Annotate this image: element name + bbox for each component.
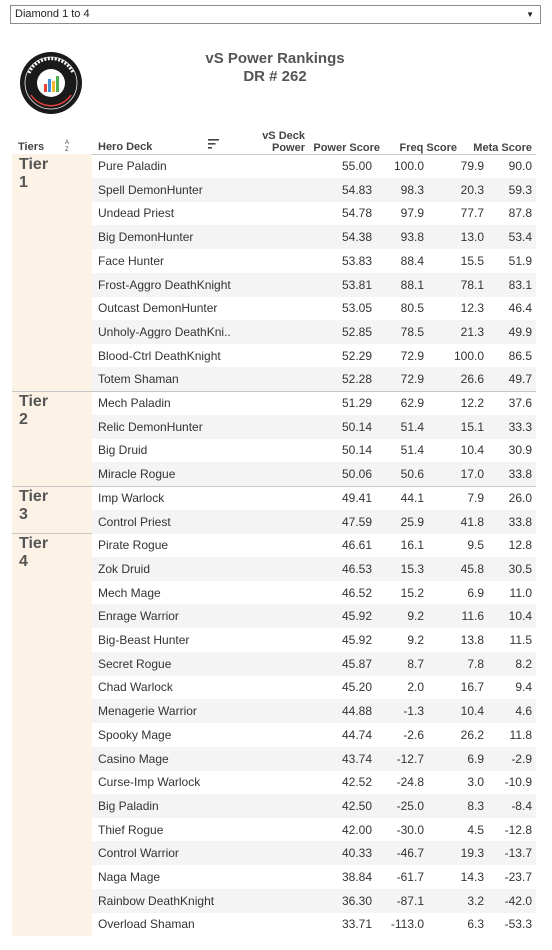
tier-label: Tier 2 [19,393,49,428]
power-score-cell: 51.4 [400,443,424,458]
header-meta-score[interactable]: Meta Score [473,142,532,154]
freq-score-cell: 14.3 [460,870,484,884]
power-score-cell: -61.7 [396,870,424,884]
meta-score-cell: -13.7 [504,846,532,861]
meta-score-cell: 87.8 [508,206,532,221]
freq-score-cell: 15.1 [460,419,484,434]
power-score-cell: -2.6 [403,727,424,742]
table-row[interactable] [92,557,536,581]
meta-score-cell: 30.5 [508,561,532,576]
table-row[interactable] [92,296,536,320]
header-vs-deck-power-line2: Power [271,142,305,154]
meta-score-cell: 46.4 [508,301,532,316]
table-row[interactable] [92,320,536,344]
tier-label: Tier 3 [19,487,49,523]
hero-deck-cell: Relic DemonHunter [98,419,203,434]
meta-score-cell: 51.9 [508,253,532,268]
power-score-cell: 8.7 [407,656,424,671]
power-score-cell: 97.9 [400,206,424,221]
hero-deck-cell: Big-Beast Hunter [98,633,190,647]
power-score-cell: 100.0 [393,159,424,173]
table-row[interactable] [92,675,536,699]
meta-score-cell: 33.8 [508,467,532,482]
meta-score-cell: 83.1 [508,277,532,292]
vs-deck-power-cell: 36.30 [341,893,372,908]
meta-score-cell: 30.9 [508,443,532,458]
table-row[interactable] [92,699,536,723]
table-row[interactable] [92,391,536,415]
table-row[interactable] [92,841,536,865]
vs-deck-power-cell: 42.50 [341,798,372,813]
meta-score-cell: -10.9 [504,775,532,790]
meta-score-cell: -8.4 [511,798,532,813]
meta-score-cell: 59.3 [508,182,532,197]
freq-score-cell: 26.2 [460,727,484,742]
meta-score-cell: 33.8 [508,514,532,529]
hero-deck-cell: Naga Mage [98,870,161,884]
vs-deck-power-cell: 45.87 [341,656,372,671]
header-vs-deck-power[interactable] [240,130,305,154]
table-row[interactable] [92,415,536,439]
tier-label: Tier 1 [19,156,49,191]
hero-deck-cell: Chad Warlock [98,680,173,695]
vs-deck-power-cell: 42.52 [341,775,372,790]
table-row[interactable] [92,201,536,225]
vs-deck-power-cell: 52.28 [341,372,372,387]
freq-score-cell: 3.2 [467,893,484,908]
freq-score-cell: 78.1 [460,277,484,292]
power-score-cell: 98.3 [400,182,424,197]
meta-score-cell: 37.6 [508,396,532,410]
vs-deck-power-cell: 45.20 [341,680,372,695]
hero-deck-cell: Blood-Ctrl DeathKnight [98,348,221,363]
hero-deck-cell: Big Paladin [98,798,159,813]
header-tiers[interactable]: Tiers [18,141,45,153]
hero-deck-cell: Pirate Rogue [98,538,169,553]
meta-score-cell: 90.0 [508,159,532,173]
svg-text:A: A [65,140,70,146]
vs-deck-power-cell: 51.29 [341,396,372,410]
meta-score-cell: -53.3 [504,917,532,932]
table-row[interactable] [92,344,536,368]
table-row[interactable] [92,533,536,557]
vs-deck-power-cell: 45.92 [341,609,372,624]
freq-score-cell: 6.9 [467,751,484,766]
table-row[interactable] [92,723,536,747]
power-score-cell: -25.0 [396,798,424,813]
meta-score-cell: -42.0 [504,893,532,908]
power-score-cell: 9.2 [407,633,424,647]
vs-deck-power-cell: 55.00 [341,159,372,173]
rank-filter-dropdown[interactable] [10,5,541,24]
hero-deck-cell: Rainbow DeathKnight [98,893,215,908]
table-row[interactable] [92,652,536,676]
meta-score-cell: 10.4 [508,609,532,624]
hero-deck-cell: Totem Shaman [98,372,179,387]
header-power-score[interactable]: Power Score [313,142,380,154]
meta-score-cell: 12.8 [508,538,532,553]
table-row[interactable] [92,628,536,652]
data-reaper-logo [19,51,83,115]
vs-deck-power-cell: 38.84 [341,870,372,884]
title-line-1: vS Power Rankings [205,50,345,67]
meta-score-cell: 11.0 [509,585,532,600]
table-row[interactable] [92,865,536,889]
tier-label: Tier 4 [19,535,49,571]
table-row[interactable] [92,462,536,486]
vs-deck-power-cell: 43.74 [341,751,372,766]
freq-score-cell: 15.5 [460,253,484,268]
freq-score-cell: 41.8 [460,514,484,529]
power-score-cell: 15.3 [400,561,424,576]
vs-deck-power-cell: 54.78 [341,206,372,221]
svg-text:Z: Z [65,147,69,152]
meta-score-cell: 86.5 [508,348,532,363]
freq-score-cell: 17.0 [460,467,484,482]
power-score-cell: 9.2 [407,609,424,624]
vs-deck-power-cell: 50.06 [341,467,372,482]
sort-lines-icon[interactable] [208,138,220,149]
power-score-cell: 62.9 [400,396,424,410]
freq-score-cell: 7.8 [467,656,484,671]
meta-score-cell: 11.8 [509,727,532,742]
table-row[interactable] [92,438,536,462]
table-row[interactable] [92,889,536,913]
vs-deck-power-cell: 52.29 [341,348,372,363]
hero-deck-cell: Undead Priest [98,206,175,221]
power-score-cell: 2.0 [407,680,424,695]
table-row[interactable] [92,770,536,794]
power-score-cell: -1.3 [403,704,424,719]
meta-score-cell: -2.9 [511,751,532,766]
table-row[interactable] [92,225,536,249]
freq-score-cell: 7.9 [467,490,484,505]
power-score-cell: 88.4 [400,253,424,268]
hero-deck-cell: Control Priest [98,514,171,529]
vs-deck-power-cell: 42.00 [341,822,372,837]
hero-deck-cell: Enrage Warrior [98,609,179,624]
freq-score-cell: 77.7 [460,206,484,221]
rank-filter-value: Diamond 1 to 4 [15,8,90,20]
freq-score-cell: 12.2 [460,396,484,410]
vs-deck-power-cell: 46.53 [341,561,372,576]
freq-score-cell: 16.7 [460,680,484,695]
freq-score-cell: 26.6 [460,372,484,387]
meta-score-cell: 33.3 [508,419,532,434]
table-row[interactable] [92,249,536,273]
freq-score-cell: 3.0 [467,775,484,790]
freq-score-cell: 12.3 [460,301,484,316]
vs-deck-power-cell: 54.83 [341,182,372,197]
hero-deck-cell: Thief Rogue [98,822,164,837]
chevron-down-icon[interactable]: ▼ [526,10,534,19]
table-row[interactable] [92,818,536,842]
meta-score-cell: 53.4 [508,230,532,245]
meta-score-cell: 49.7 [508,372,532,387]
hero-deck-cell: Unholy-Aggro DeathKni.. [98,324,231,339]
power-score-cell: 15.2 [400,585,424,600]
table-row[interactable] [92,154,536,178]
power-score-cell: -46.7 [396,846,424,861]
hero-deck-cell: Curse-Imp Warlock [98,775,201,790]
power-score-cell: 88.1 [400,277,424,292]
freq-score-cell: 8.3 [467,798,484,813]
hero-deck-cell: Menagerie Warrior [98,704,197,719]
freq-score-cell: 6.9 [467,585,484,600]
power-score-cell: 72.9 [400,372,424,387]
table-row[interactable] [92,178,536,202]
freq-score-cell: 4.5 [467,822,484,837]
table-row[interactable] [92,581,536,605]
freq-score-cell: 19.3 [460,846,484,861]
freq-score-cell: 6.3 [467,917,484,932]
power-score-cell: -87.1 [396,893,424,908]
tier-background [12,533,92,936]
power-score-cell: 93.8 [400,230,424,245]
freq-score-cell: 45.8 [460,561,484,576]
hero-deck-cell: Miracle Rogue [98,467,176,482]
freq-score-cell: 9.5 [467,538,484,553]
hero-deck-cell: Pure Paladin [98,159,167,173]
table-row[interactable] [92,604,536,628]
header-freq-score[interactable]: Freq Score [399,142,457,154]
header-vs-deck-power-line1: vS Deck [262,130,305,142]
power-score-cell: -24.8 [396,775,424,790]
vs-deck-power-cell: 49.41 [341,490,372,505]
freq-score-cell: 100.0 [453,348,484,363]
meta-score-cell: 8.2 [515,656,532,671]
hero-deck-cell: Secret Rogue [98,656,172,671]
power-score-cell: 25.9 [400,514,424,529]
freq-score-cell: 11.6 [461,609,484,624]
vs-deck-power-cell: 33.71 [341,917,372,932]
vs-deck-power-cell: 45.92 [341,633,372,647]
meta-score-cell: -12.8 [504,822,532,837]
power-score-cell: 16.1 [400,538,424,553]
vs-deck-power-cell: 40.33 [341,846,372,861]
hero-deck-cell: Big DemonHunter [98,230,194,245]
power-score-cell: 44.1 [400,490,424,505]
sort-az-icon[interactable] [64,138,72,152]
vs-deck-power-cell: 53.83 [341,253,372,268]
meta-score-cell: 49.9 [508,324,532,339]
hero-deck-cell: Outcast DemonHunter [98,301,218,316]
freq-score-cell: 13.0 [460,230,484,245]
hero-deck-cell: Overload Shaman [98,917,195,932]
table-row[interactable] [92,367,536,391]
vs-deck-power-cell: 46.61 [341,538,372,553]
vs-deck-power-cell: 47.59 [341,514,372,529]
page-title [150,50,400,86]
freq-score-cell: 21.3 [460,324,484,339]
hero-deck-cell: Spooky Mage [98,727,172,742]
meta-score-cell: 4.6 [515,704,532,719]
power-score-cell: -12.7 [396,751,424,766]
power-score-cell: 51.4 [400,419,424,434]
hero-deck-cell: Frost-Aggro DeathKnight [98,277,231,292]
hero-deck-cell: Spell DemonHunter [98,182,203,197]
hero-deck-cell: Mech Paladin [98,396,171,410]
hero-deck-cell: Imp Warlock [98,490,165,505]
power-score-cell: 50.6 [400,467,424,482]
meta-score-cell: 9.4 [515,680,532,695]
freq-score-cell: 20.3 [460,182,484,197]
table-row[interactable] [92,486,536,510]
hero-deck-cell: Zok Druid [98,561,151,576]
power-score-cell: 80.5 [400,301,424,316]
freq-score-cell: 13.8 [460,633,484,647]
table-row[interactable] [92,747,536,771]
title-line-2: DR # 262 [243,68,307,85]
vs-deck-power-cell: 50.14 [341,443,372,458]
power-score-cell: -30.0 [396,822,424,837]
vs-deck-power-cell: 50.14 [341,419,372,434]
power-score-cell: -113.0 [390,917,424,932]
vs-deck-power-cell: 44.74 [341,727,372,742]
freq-score-cell: 10.4 [460,704,484,719]
meta-score-cell: 26.0 [508,490,532,505]
vs-deck-power-cell: 53.05 [341,301,372,316]
vs-deck-power-cell: 46.52 [341,585,372,600]
table-row[interactable] [92,510,536,534]
hero-deck-cell: Big Druid [98,443,148,458]
table-row[interactable] [92,912,536,936]
hero-deck-cell: Casino Mage [98,751,169,766]
vs-deck-power-cell: 54.38 [341,230,372,245]
header-hero-deck[interactable]: Hero Deck [98,141,153,153]
vs-deck-power-cell: 52.85 [341,324,372,339]
table-row[interactable] [92,794,536,818]
vs-deck-power-cell: 44.88 [341,704,372,719]
table-row[interactable] [92,273,536,297]
freq-score-cell: 10.4 [460,443,484,458]
hero-deck-cell: Mech Mage [98,585,161,600]
freq-score-cell: 79.9 [460,159,484,173]
meta-score-cell: -23.7 [504,870,532,884]
meta-score-cell: 11.5 [509,633,532,647]
hero-deck-cell: Face Hunter [98,253,165,268]
vs-deck-power-cell: 53.81 [341,277,372,292]
power-score-cell: 78.5 [400,324,424,339]
hero-deck-cell: Control Warrior [98,846,179,861]
power-score-cell: 72.9 [400,348,424,363]
